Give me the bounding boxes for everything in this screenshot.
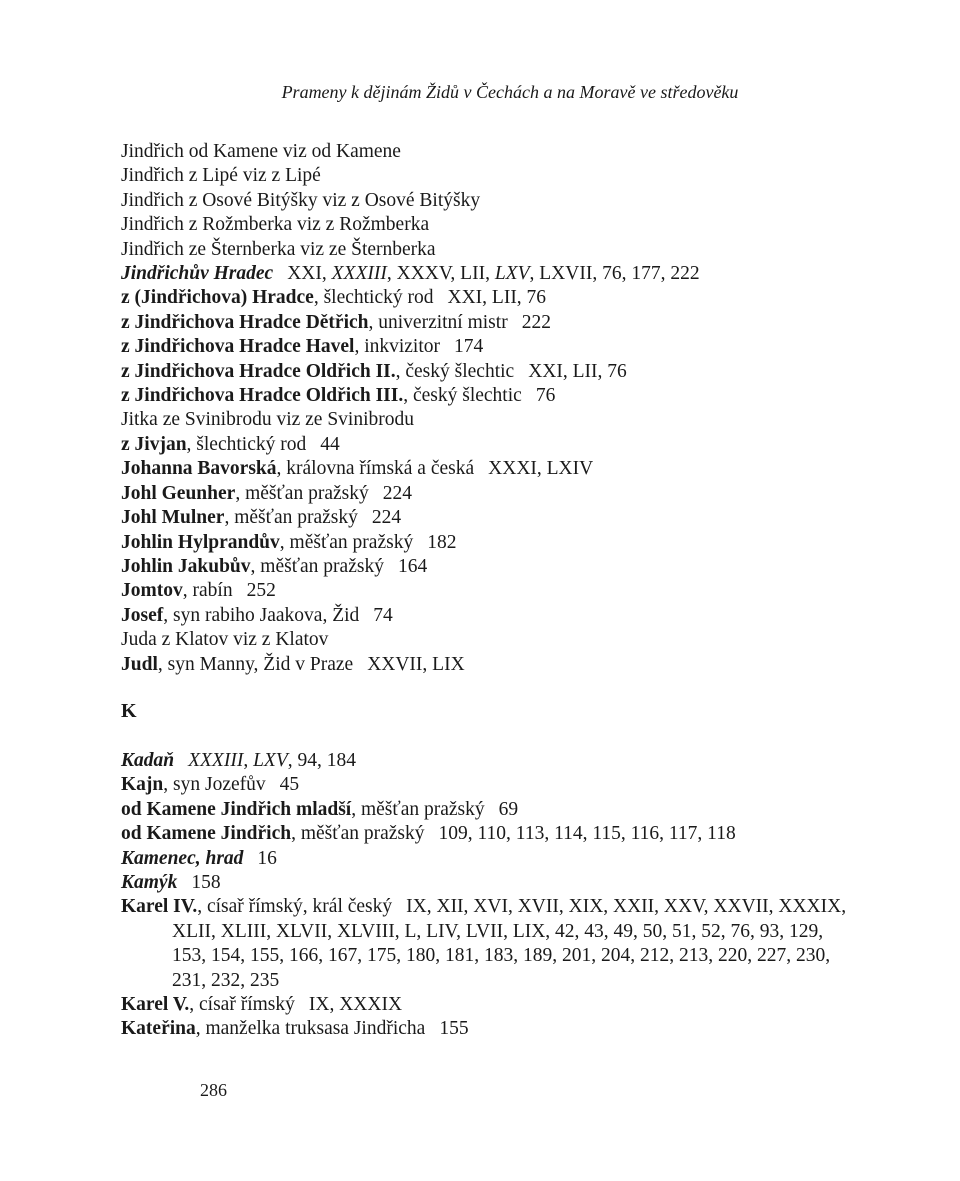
index-entry bbox=[121, 773, 861, 797]
entry-text: Jindřich ze Šternberka viz ze Šternberka bbox=[121, 238, 436, 260]
entry-refs: 74 bbox=[373, 604, 393, 626]
entry-heading: od Kamene Jindřich bbox=[121, 823, 292, 845]
entry-text: Jindřich od Kamene viz od Kamene bbox=[121, 141, 401, 162]
entry-heading: Josef bbox=[121, 604, 164, 626]
entry-heading: z Jivjan bbox=[121, 433, 187, 455]
entry-refs-italic: LXV bbox=[494, 263, 530, 285]
entry-heading: od Kamene Jindřich mladší bbox=[121, 798, 352, 820]
index-entries bbox=[121, 140, 861, 1042]
entry-heading: Kajn bbox=[121, 774, 164, 796]
entry-refs: XXI, LII, 76 bbox=[528, 360, 627, 382]
index-entry bbox=[121, 262, 861, 286]
index-entry bbox=[121, 286, 861, 310]
index-entry bbox=[121, 164, 861, 188]
entry-refs: 222 bbox=[521, 311, 551, 333]
entry-text: Jindřich z Rožmberka viz z Rožmberka bbox=[121, 214, 430, 236]
entry-refs: 174 bbox=[454, 336, 484, 358]
page-number: 286 bbox=[200, 1080, 227, 1100]
index-entry bbox=[121, 798, 861, 822]
entry-heading: Johl Mulner bbox=[121, 507, 225, 529]
entry-heading: Jindřichův Hradec bbox=[121, 263, 274, 285]
index-entry bbox=[121, 213, 861, 237]
entry-heading: Johlin Hylprandův bbox=[121, 531, 280, 553]
index-entry bbox=[121, 871, 861, 895]
index-entry bbox=[121, 482, 861, 506]
index-entry bbox=[121, 993, 861, 1017]
entry-heading: Johanna Bavorská bbox=[121, 458, 277, 480]
entry-heading: Jomtov bbox=[121, 580, 183, 602]
entry-desc: , univerzitní mistr bbox=[368, 311, 508, 333]
index-entry bbox=[121, 579, 861, 603]
entry-desc: , manželka truksasa Jindřicha bbox=[195, 1018, 426, 1040]
entry-heading: z Jindřichova Hradce Havel bbox=[121, 336, 355, 358]
entry-refs: 164 bbox=[397, 555, 428, 577]
entry-desc: , měšťan pražský bbox=[235, 482, 369, 504]
index-entry bbox=[121, 506, 861, 530]
entry-refs: 45 bbox=[279, 774, 300, 796]
entry-desc: , měšťan pražský bbox=[351, 798, 485, 820]
index-entry bbox=[121, 847, 861, 871]
index-entry bbox=[121, 895, 861, 993]
running-head: Prameny k dějinám Židů v Čechách a na Moravě ve středověku bbox=[281, 82, 739, 102]
index-entry bbox=[121, 555, 861, 579]
entry-refs-italic: XXXIII bbox=[331, 263, 387, 285]
index-entry bbox=[121, 653, 861, 677]
entry-refs: 182 bbox=[427, 531, 457, 553]
index-entry bbox=[121, 189, 861, 213]
entry-refs: XXVII, LIX bbox=[367, 653, 465, 675]
entry-text: Jindřich z Lipé viz z Lipé bbox=[121, 165, 321, 187]
entry-heading: Johl Geunher bbox=[121, 482, 236, 504]
index-entry bbox=[121, 822, 861, 846]
entry-desc: , měšťan pražský bbox=[279, 531, 414, 553]
entry-refs: , LXVII, 76, 177, 222 bbox=[529, 263, 700, 285]
entry-heading: z Jindřichova Hradce Oldřich II. bbox=[121, 360, 396, 382]
section-letter-heading: K bbox=[121, 699, 137, 722]
entry-text: Jindřich z Osové Bitýšky viz z Osové Bitýšky bbox=[121, 189, 481, 211]
entry-text: Jitka ze Svinibrodu viz ze Svinibrodu bbox=[121, 409, 414, 431]
index-entry bbox=[121, 140, 861, 164]
entry-heading: z Jindřichova Hradce Oldřich III. bbox=[121, 385, 404, 407]
entry-refs: XXI, bbox=[287, 263, 332, 285]
index-entry bbox=[121, 238, 861, 262]
entry-heading: z Jindřichova Hradce Dětřich bbox=[121, 311, 369, 333]
entry-desc: , syn Manny, Žid v Praze bbox=[157, 653, 354, 675]
entry-desc: , měšťan pražský bbox=[250, 555, 384, 577]
entry-desc: , syn rabiho Jaakova, Žid bbox=[163, 604, 360, 626]
index-entry bbox=[121, 604, 861, 628]
entry-desc: , rabín bbox=[182, 580, 233, 602]
entry-desc: , šlechtický rod bbox=[313, 287, 434, 309]
entry-refs: , 94, 184 bbox=[287, 749, 356, 771]
entry-refs: XXI, LII, 76 bbox=[447, 287, 547, 309]
entry-desc: , měšťan pražský bbox=[291, 823, 425, 845]
entry-refs: IX, XII, XVI, XVII, XIX, XXII, XXV, XXVII, XXXIX, XLII, XLIII, XLVII, XLVIII, L, LIV, LVII, LIX, 42, 43, 49, 50, 51, 52, 76, 93, 129, 153, 154, 155, 166, 167, 175, 180, 181, 183, 189, 201, 204, 212, 213, 220, 227, 230, 231, 232, 235 bbox=[172, 896, 847, 991]
entry-desc: , šlechtický rod bbox=[186, 433, 307, 455]
entry-desc: , syn Jozefův bbox=[163, 774, 266, 796]
entry-heading: Kadaň bbox=[121, 749, 175, 771]
index-entry bbox=[121, 628, 861, 652]
entry-refs-italic: XXXIII bbox=[188, 749, 244, 771]
entry-desc: , inkvizitor bbox=[354, 336, 441, 358]
entry-desc: , český šlechtic bbox=[395, 360, 515, 382]
entry-heading: Kateřina bbox=[121, 1018, 196, 1040]
entry-refs: 252 bbox=[246, 580, 276, 602]
entry-desc: , měšťan pražský bbox=[224, 507, 358, 529]
index-entry bbox=[121, 360, 861, 384]
index-entry bbox=[121, 384, 861, 408]
entry-heading: Karel V. bbox=[121, 994, 190, 1015]
index-entry bbox=[121, 531, 861, 555]
entry-text: Juda z Klatov viz z Klatov bbox=[121, 629, 329, 651]
entry-refs: , bbox=[243, 749, 254, 771]
entry-heading: Karel IV. bbox=[121, 896, 198, 918]
entry-heading: z (Jindřichova) Hradce bbox=[121, 287, 314, 309]
index-entry bbox=[121, 335, 861, 359]
index-entry bbox=[121, 1017, 861, 1041]
entry-refs: , XXXV, LII, bbox=[386, 263, 495, 285]
entry-refs: 155 bbox=[439, 1018, 469, 1040]
entry-refs: 158 bbox=[191, 871, 221, 893]
entry-refs-italic: LXV bbox=[253, 749, 288, 771]
entry-refs: 16 bbox=[257, 847, 277, 869]
index-entry bbox=[121, 433, 861, 457]
entry-heading: Kamenec, hrad bbox=[121, 847, 244, 869]
entry-refs: 224 bbox=[382, 482, 412, 504]
entry-desc: , královna římská a česká bbox=[276, 458, 475, 480]
index-entry bbox=[121, 311, 861, 335]
index-entry bbox=[121, 408, 861, 432]
index-entry bbox=[121, 457, 861, 481]
entry-heading: Johlin Jakubův bbox=[121, 555, 251, 577]
entry-desc: , císař římský bbox=[189, 994, 295, 1015]
entry-refs: 44 bbox=[320, 433, 340, 455]
entry-refs: 224 bbox=[371, 507, 402, 529]
entry-heading: Judl bbox=[121, 653, 158, 675]
index-entry bbox=[121, 749, 861, 773]
entry-heading: Kamýk bbox=[121, 871, 178, 893]
entry-refs: 76 bbox=[535, 385, 556, 407]
entry-desc: , český šlechtic bbox=[403, 385, 522, 407]
entry-refs: 109, 110, 113, 114, 115, 116, 117, 118 bbox=[438, 823, 736, 845]
entry-refs: XXXI, LXIV bbox=[488, 458, 594, 480]
entry-refs: 69 bbox=[498, 798, 519, 820]
entry-desc: , císař římský, král český bbox=[197, 896, 393, 918]
entry-refs: IX, XXXIX bbox=[308, 994, 403, 1015]
